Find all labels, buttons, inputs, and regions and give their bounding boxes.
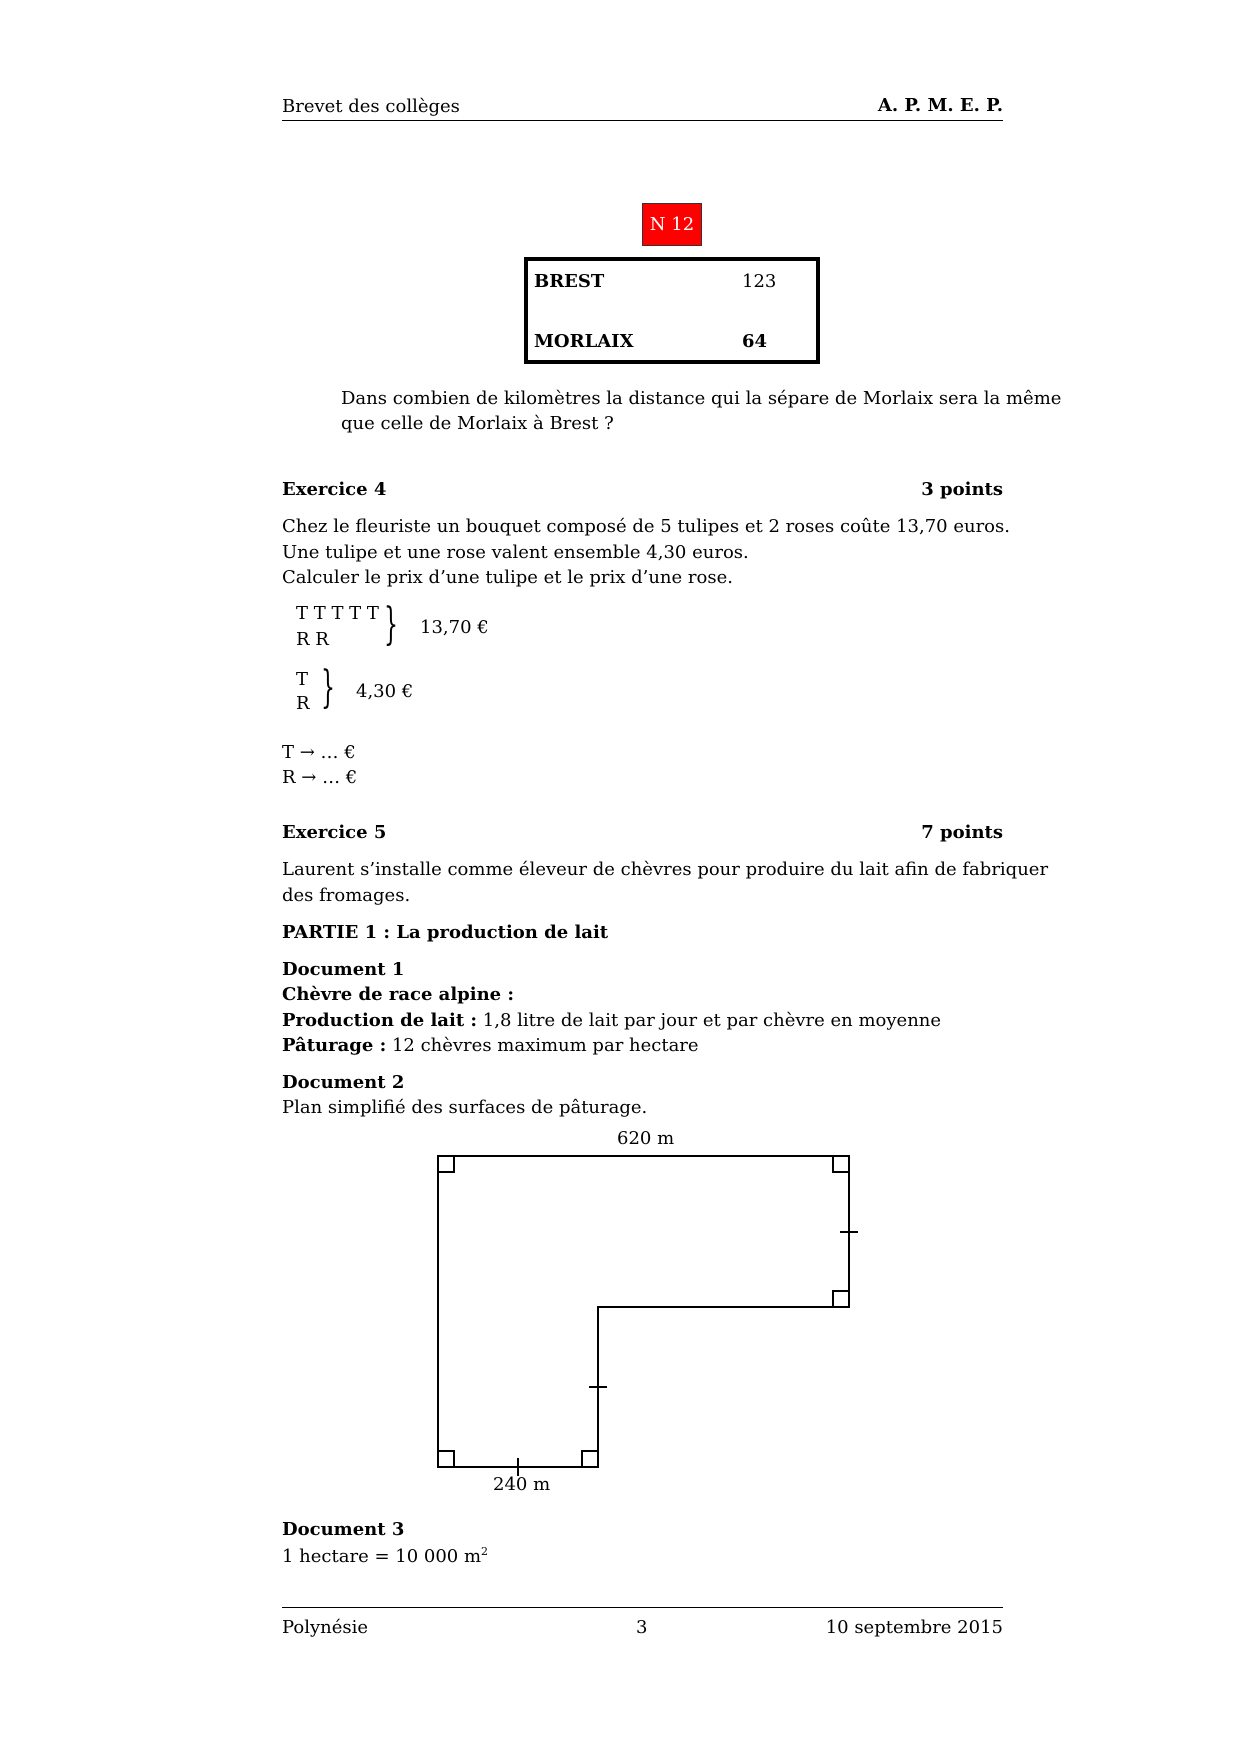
group2-price: 4,30 € xyxy=(356,681,414,702)
part-1-title: PARTIE 1 : La production de lait xyxy=(282,922,609,943)
header-org: A. P. M. E. P. xyxy=(877,95,1003,116)
sign-km-morlaix: 64 xyxy=(742,331,768,352)
doc1-title: Document 1 xyxy=(282,959,405,980)
ex5-intro-2: des fromages. xyxy=(282,885,411,906)
ex5-intro-1: Laurent s’installe comme éleveur de chèvres pour produire du lait afin de fabriquer xyxy=(282,859,1049,880)
footer-location: Polynésie xyxy=(282,1617,369,1638)
right-angle-mark xyxy=(582,1451,598,1467)
page-number: 3 xyxy=(636,1617,648,1638)
brace-icon: } xyxy=(384,599,398,650)
right-angle-mark xyxy=(438,1156,454,1172)
exponent: 2 xyxy=(481,1545,489,1558)
answer-rose: R → … € xyxy=(282,767,358,788)
footer-rule xyxy=(282,1607,1003,1608)
group1-roses: R R xyxy=(296,629,329,650)
doc1-subtitle: Chèvre de race alpine : xyxy=(282,984,515,1005)
group2-tulip: T xyxy=(296,669,309,690)
sign-km-brest: 123 xyxy=(742,271,777,292)
production-label: Production de lait : xyxy=(282,1010,478,1031)
doc3-text xyxy=(282,1546,488,1566)
footer-date: 10 septembre 2015 xyxy=(825,1617,1003,1638)
right-angle-mark xyxy=(833,1156,849,1172)
exercise-5-title: Exercice 5 xyxy=(282,822,387,843)
pasture-label: Pâturage : xyxy=(282,1035,387,1056)
hectare-conversion: 1 hectare = 10 000 m xyxy=(282,1546,482,1567)
question-line-2: que celle de Morlaix à Brest ? xyxy=(341,413,614,434)
doc2-title: Document 2 xyxy=(282,1072,405,1093)
ex4-line-1: Chez le fleuriste un bouquet composé de 5 tulipes et 2 roses coûte 13,70 euros. xyxy=(282,516,1010,537)
ex4-line-2: Une tulipe et une rose valent ensemble 4,30 euros. xyxy=(282,542,749,563)
answer-tulip: T → … € xyxy=(282,742,356,763)
question-line-1: Dans combien de kilomètres la distance qui la sépare de Morlaix sera la même xyxy=(341,388,1062,409)
group1-price: 13,70 € xyxy=(420,617,489,638)
route-sign-n12: N 12 xyxy=(642,203,702,246)
pasture-value: 12 chèvres maximum par hectare xyxy=(386,1035,699,1056)
right-angle-mark xyxy=(833,1291,849,1307)
header-title: Brevet des collèges xyxy=(282,96,460,117)
group1-tulips: T T T T T xyxy=(296,603,379,624)
right-angle-mark xyxy=(438,1451,454,1467)
exercise-4-points: 3 points xyxy=(921,479,1003,500)
group2-rose: R xyxy=(296,693,310,714)
doc2-caption: Plan simplifié des surfaces de pâturage. xyxy=(282,1097,648,1118)
pasture-outline xyxy=(438,1156,849,1467)
sign-city-morlaix: MORLAIX xyxy=(534,331,634,352)
sign-city-brest: BREST xyxy=(534,271,605,292)
doc3-title: Document 3 xyxy=(282,1519,405,1540)
brace-icon: } xyxy=(321,662,335,713)
ex4-line-3: Calculer le prix d’une tulipe et le prix d’une rose. xyxy=(282,567,733,588)
exercise-5-points: 7 points xyxy=(921,822,1003,843)
label-240m: 240 m xyxy=(493,1474,551,1495)
label-620m: 620 m xyxy=(617,1128,675,1149)
production-value: 1,8 litre de lait par jour et par chèvre en moyenne xyxy=(477,1010,942,1031)
exercise-4-title: Exercice 4 xyxy=(282,479,387,500)
